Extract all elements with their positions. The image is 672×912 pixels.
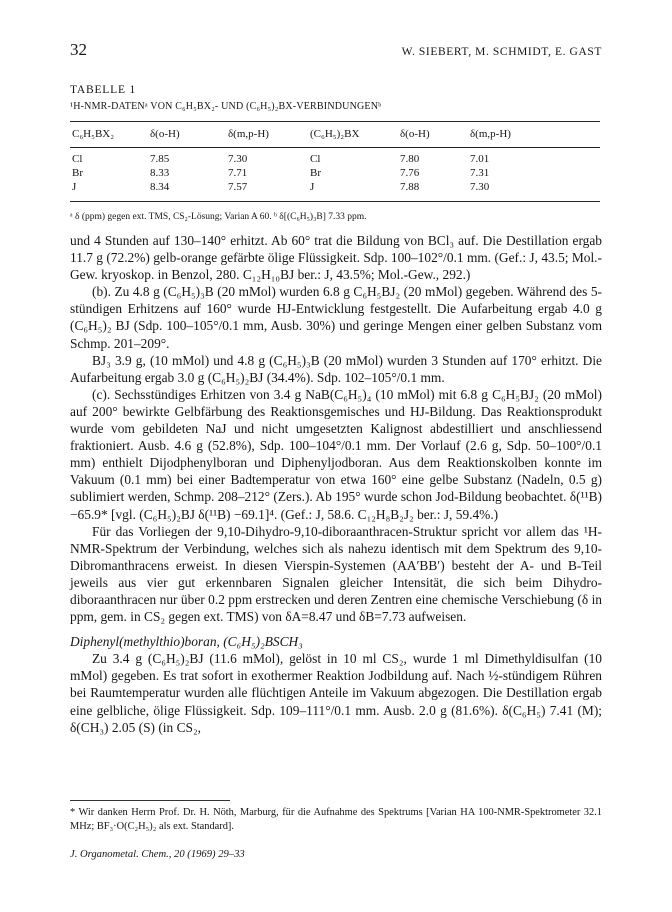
table-header-cell: C₆H₅BX₂: [72, 128, 115, 140]
section-subheading: Diphenyl(methylthio)boran, (C₆H₅)₂BSCH₃: [70, 634, 303, 650]
table-header-cell: δ(m,p-H): [228, 128, 269, 140]
table-cell: 7.31: [470, 167, 490, 179]
table-title: ¹H-NMR-DATENᵃ VON C₆H₅BX₂- UND (C₆H₅)₂BX-VERBINDUNGENᵇ: [70, 101, 382, 112]
table-header-cell: (C₆H₅)₂BX: [310, 128, 360, 140]
table-bottom-rule: [70, 201, 600, 202]
table-cell: 7.30: [470, 181, 490, 193]
body-text: [70, 232, 602, 736]
table-cell: 7.01: [470, 153, 490, 165]
table-cell: 7.85: [150, 153, 170, 165]
table-cell: 7.30: [228, 153, 248, 165]
body-paragraph: Zu 3.4 g (C₆H₅)₂BJ (11.6 mMol), gelöst in 10 ml CS₂, wurde 1 ml Dimethyldisulfan (10 mMol) gegeben. Es trat sofort in exothermer Reaktion Jodbildung auf. Nach ½-stündigem Rühren bei Raumtemperatur wurden alle flüchtigen Anteile im Vakuum abgezogen. Die Destillation ergab eine gelbliche, ölige Flüssigkeit. Sdp. 109–111°/0.1 mm. Ausb. 2.0 g (81.6%). δ(C₆H₅) 7.41 (M); δ(CH₃) 2.05 (S) (in CS₂,: [70, 651, 602, 735]
table-cell: Br: [310, 167, 321, 179]
body-paragraph: Für das Vorliegen der 9,10-Dihydro-9,10-diboraanthracen-Struktur spricht vor allem das ¹H-NMR-Spektrum der Verbindung, welches sich als nahezu identisch mit dem Spektrum des 9,10-Dibromanthracens erweist. In diesen Vierspin-Systemen (AA′BB′) besteht der A- und B-Teil jeweils aus vier gut erkennbaren Signalen gleicher Intensität, die sich beim Dihydro-diboraanthracen nur über 0.2 ppm erstrecken und deren Zentren eine chemische Verschiebung (δ in ppm, gem. in CS₂ gegen ext. TMS) von δA=8.47 und δB=7.73 aufweisen.: [70, 523, 602, 625]
table-cell: J: [72, 181, 77, 193]
table-caption: TABELLE 1: [70, 84, 137, 96]
table-cell: J: [310, 181, 315, 193]
table-header-cell: δ(o-H): [150, 128, 180, 140]
footnote-rule: [70, 800, 230, 801]
body-paragraph: (c). Sechsstündiges Erhitzen von 3.4 g NaB(C₆H₅)₄ (10 mMol) mit 6.8 g C₆H₅BJ₂ (20 mMol) auf 200° bewirkte Gelbfärbung des Reaktionsgemisches und HJ-Bildung. Das Reaktionsprodukt wurde vom gebildeten NaJ und nicht umgesetzten Kalignost abdestilliert und anschliessend fraktioniert. Ausb. 4.6 g (52.8%), Sdp. 100–104°/0.1 mm. Der Vorlauf (2.6 g, Sdp. 50–100°/0.1 mm) enthielt Dijodphenylboran und Diphenyljodboran. Aus dem Reaktionskolben konnte im Vakuum (0.1 mm) bei einer Badtemperatur von etwa 160° eine gelbe Substanz (Nadeln, 0.5 g) sublimiert werden, Schmp. 208–212° (Zers.). Ab 195° wurde schon Jod-Bildung beobachtet. δ(¹¹B) −65.9* [vgl. (C₆H₅)₂BJ δ(¹¹B) −69.1]⁴. (Gef.: J, 58.6. C₁₂H₈B₂J₂ ber.: J, 59.4%.): [70, 386, 602, 522]
table-header-cell: δ(m,p-H): [470, 128, 511, 140]
table-top-rule: [70, 121, 600, 122]
table-cell: 8.33: [150, 167, 170, 179]
running-authors: W. SIEBERT, M. SCHMIDT, E. GAST: [401, 46, 602, 58]
table-cell: 7.88: [400, 181, 420, 193]
running-header: [70, 40, 602, 60]
table-cell: 7.71: [228, 167, 248, 179]
table-header-cell: δ(o-H): [400, 128, 430, 140]
table-header-rule: [70, 147, 600, 148]
journal-citation: J. Organometal. Chem., 20 (1969) 29–33: [70, 849, 245, 860]
table-cell: 7.76: [400, 167, 420, 179]
table-cell: Cl: [72, 153, 83, 165]
page-number: 32: [70, 40, 87, 59]
body-paragraph: und 4 Stunden auf 130–140° erhitzt. Ab 60° trat die Bildung von BCl₃ auf. Die Destillation ergab 11.7 g (72.2%) gelb-orange gefärbte ölige Flüssigkeit. Sdp. 100–102°/0.1 mm. (Gef.: J, 43.5; Mol.-Gew. kryoskop. in Benzol, 280. C₁₂H₁₀BJ ber.: J, 43.5%; Mol.-Gew., 292.): [70, 233, 602, 283]
page-footnote: * Wir danken Herrn Prof. Dr. H. Nöth, Marburg, für die Aufnahme des Spektrums [Varian HA 100-NMR-Spektrometer 32.1 MHz; BF₃·O(C₂H₅)₂ als ext. Standard].: [70, 807, 602, 832]
table-cell: Br: [72, 167, 83, 179]
table-cell: 7.80: [400, 153, 420, 165]
table-cell: 8.34: [150, 181, 170, 193]
body-paragraph: BJ₃ 3.9 g, (10 mMol) und 4.8 g (C₆H₅)₃B (20 mMol) wurden 3 Stunden auf 170° erhitzt. Die Aufarbeitung ergab 3.0 g (C₆H₅)₂BJ (34.4%). Sdp. 102–105°/0.1 mm.: [70, 352, 602, 385]
table-cell: 7.57: [228, 181, 248, 193]
table-footnote: ᵃ δ (ppm) gegen ext. TMS, CS₂-Lösung; Varian A 60. ᵇ δ[(C₆H₅)₃B] 7.33 ppm.: [70, 212, 367, 222]
table-cell: Cl: [310, 153, 321, 165]
body-paragraph: (b). Zu 4.8 g (C₆H₅)₃B (20 mMol) wurden 6.8 g C₆H₅BJ₂ (20 mMol) gegeben. Während des 5-stündigen Erhitzens auf 160° wurde HJ-Entwicklung festgestellt. Die Aufarbeitung ergab 4.0 g (C₆H₅)₂ BJ (Sdp. 100–105°/0.1 mm, Ausb. 30%) und geringe Mengen einer gelben Substanz vom Schmp. 201–209°.: [70, 284, 602, 351]
